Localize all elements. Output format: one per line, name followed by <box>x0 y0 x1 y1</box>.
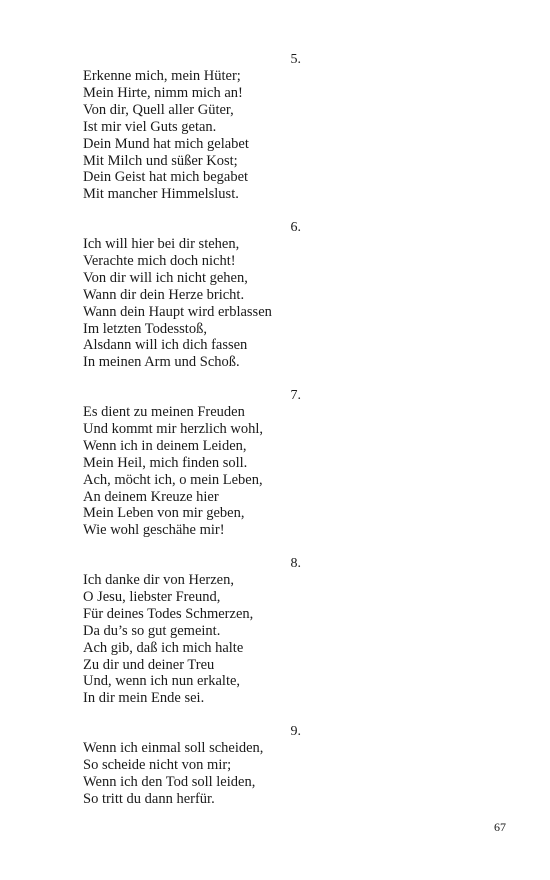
stanza-number: 9. <box>290 724 301 739</box>
verse-line: Ist mir viel Guts getan. <box>83 118 217 135</box>
verse-line: Dein Geist hat mich begabet <box>83 169 249 186</box>
stanza-7 <box>83 387 303 539</box>
verse-line: Ich will hier bei dir stehen, <box>83 236 240 252</box>
verse-line: Und, wenn ich nun erkalte, <box>83 673 241 690</box>
verse-line: Ach gib, daß ich mich halte <box>83 639 244 656</box>
verse-line: Ich danke dir von Herzen, <box>83 572 234 588</box>
verse-line: Im letzten Todesstoß, <box>83 320 207 337</box>
stanza-number: 6. <box>290 220 301 235</box>
verse-line: Mein Leben von mir geben, <box>83 505 245 522</box>
verse-line: Es dient zu meinen Freuden <box>83 404 245 420</box>
verse-line: Und kommt mir herzlich wohl, <box>83 420 264 437</box>
verse-line: An deinem Kreuze hier <box>83 488 219 505</box>
verse-line: Mein Hirte, nimm mich an! <box>83 84 243 101</box>
stanza-number: 8. <box>290 556 301 571</box>
verse-line: Wann dir dein Herze bricht. <box>83 286 245 303</box>
verse-line: Zu dir und deiner Treu <box>83 656 215 673</box>
stanza-number: 5. <box>290 52 301 67</box>
verse-line: Mit Milch und süßer Kost; <box>83 152 238 169</box>
verse-line: Mit mancher Himmelslust. <box>83 186 239 203</box>
stanza-number: 7. <box>290 388 301 403</box>
verse-line: O Jesu, liebster Freund, <box>83 588 221 605</box>
verse-line: Dein Mund hat mich gelabet <box>83 135 249 152</box>
verse-line: So scheide nicht von mir; <box>83 756 232 773</box>
verse-line: Alsdann will ich dich fassen <box>83 337 248 354</box>
verse-line: So tritt du dann herfür. <box>83 790 215 807</box>
verse-line: Wenn ich den Tod soll leiden, <box>83 773 256 790</box>
verse-line: Von dir will ich nicht gehen, <box>83 269 248 286</box>
verse-line: In meinen Arm und Schoß. <box>83 354 240 371</box>
verse-line: Da du’s so gut gemeint. <box>83 622 221 639</box>
verse-line: Von dir, Quell aller Güter, <box>83 101 234 118</box>
stanza-8 <box>83 555 303 707</box>
stanza-9 <box>83 723 303 808</box>
verse-line: Verachte mich doch nicht! <box>83 252 236 269</box>
verse-line: Wie wohl geschähe mir! <box>83 522 225 539</box>
verse-line: Ach, möcht ich, o mein Leben, <box>83 471 263 488</box>
verse-line: In dir mein Ende sei. <box>83 690 205 707</box>
stanza-6 <box>83 219 303 371</box>
verse-line: Wenn ich in deinem Leiden, <box>83 437 247 454</box>
stanza-5 <box>83 51 303 203</box>
verse-line: Mein Heil, mich finden soll. <box>83 454 248 471</box>
verse-line: Für deines Todes Schmerzen, <box>83 605 254 622</box>
page-number: 67 <box>494 820 506 834</box>
verse-line: Erkenne mich, mein Hüter; <box>83 68 241 84</box>
verse-line: Wann dein Haupt wird erblassen <box>83 303 272 320</box>
verse-line: Wenn ich einmal soll scheiden, <box>83 740 264 756</box>
